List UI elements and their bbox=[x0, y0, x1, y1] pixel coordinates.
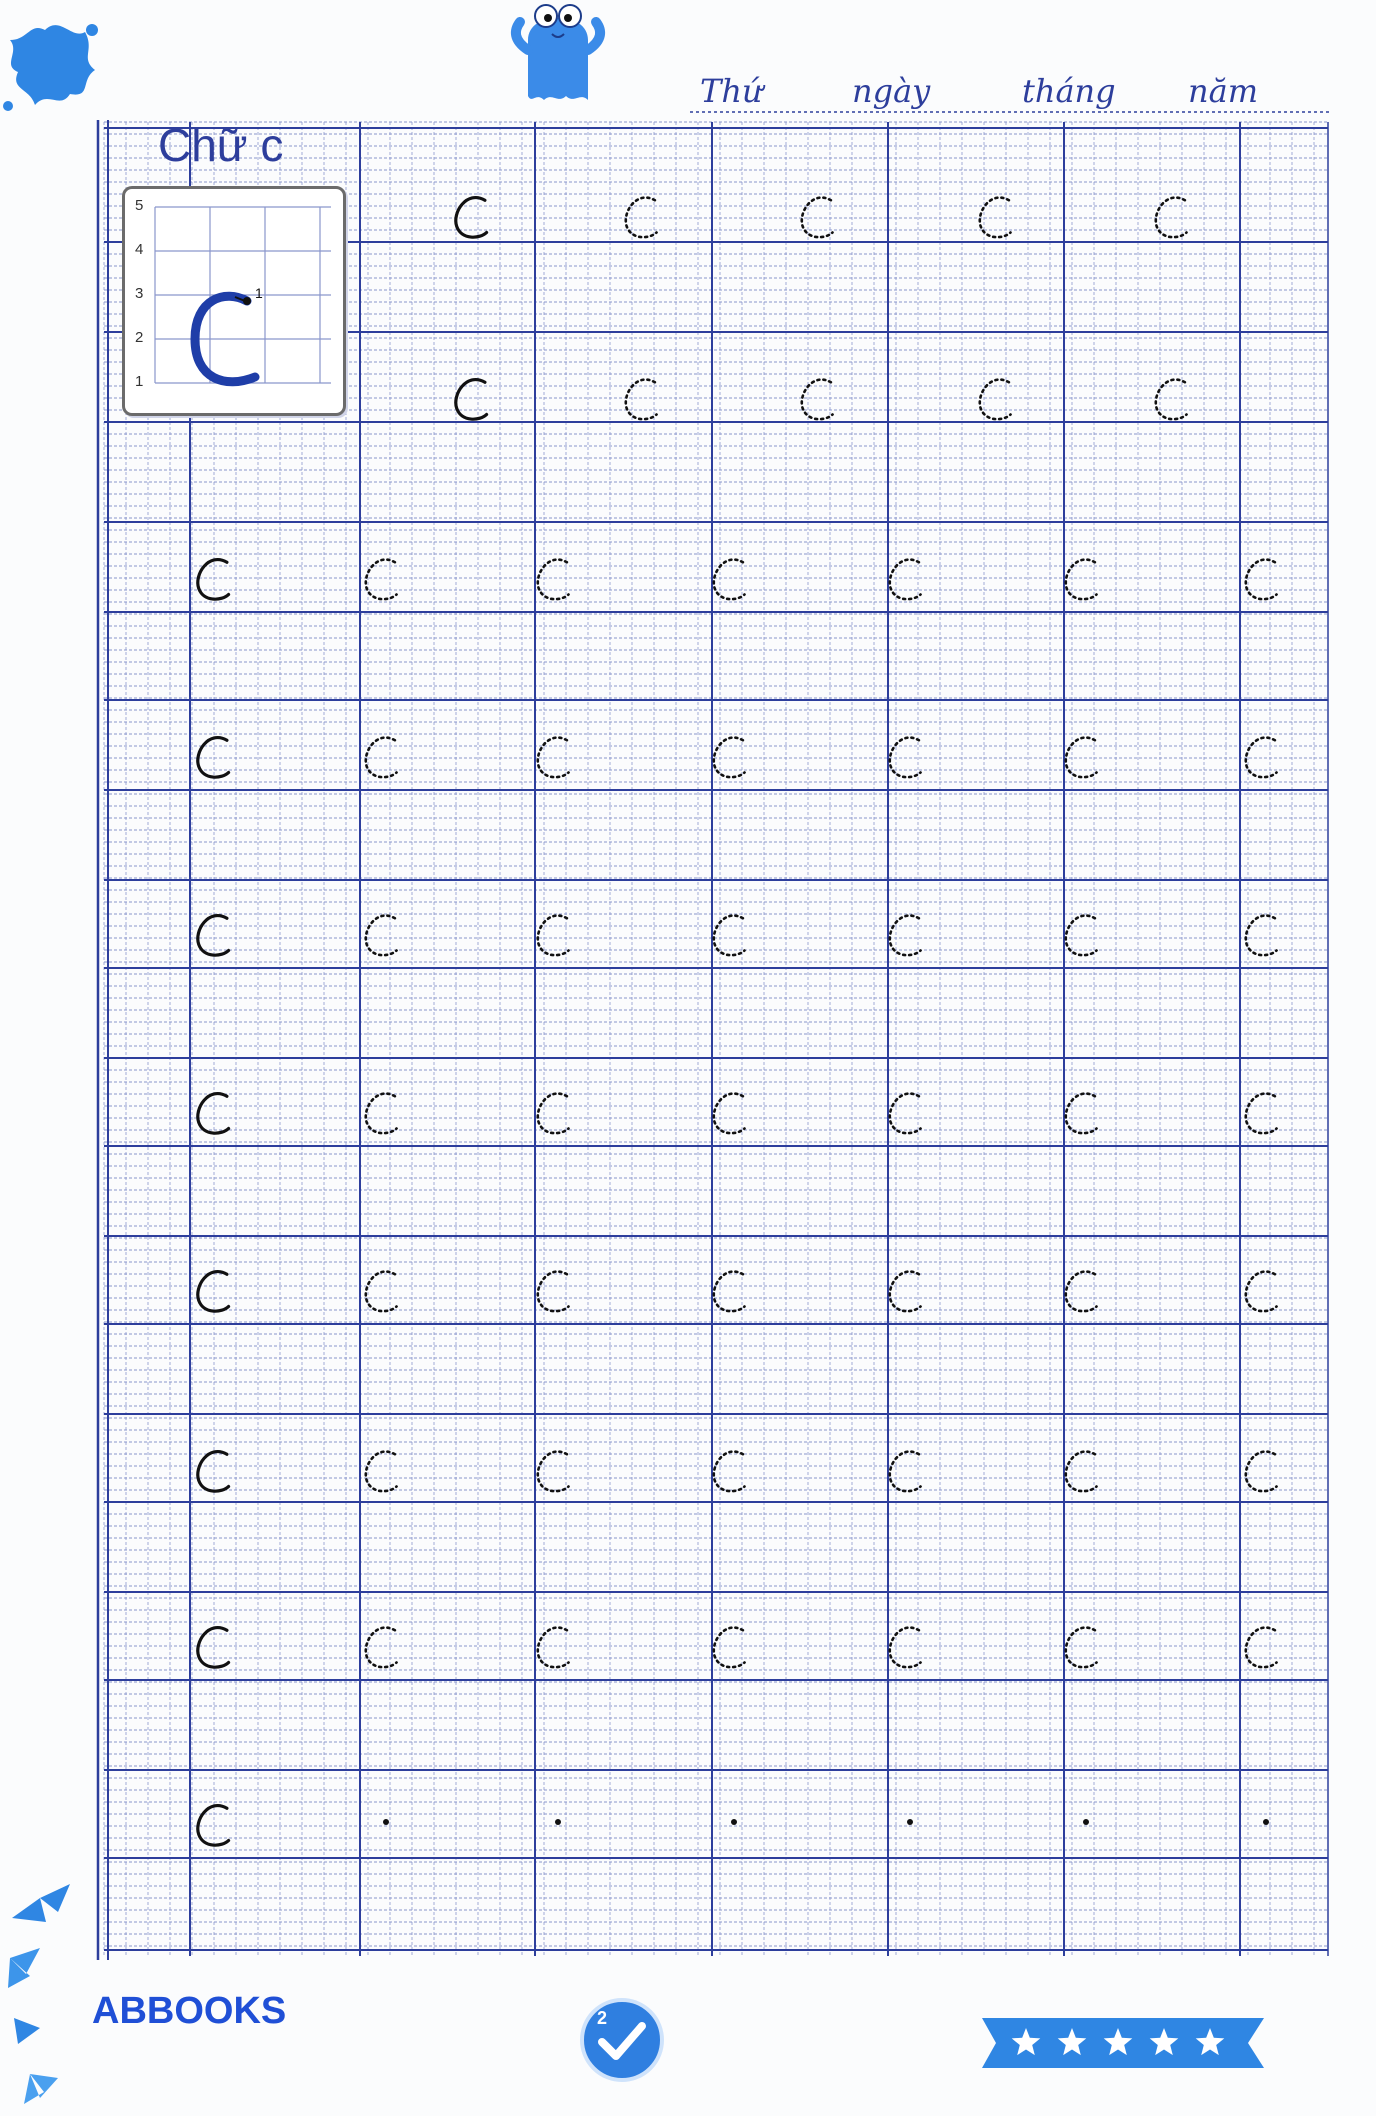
model-letter bbox=[198, 916, 229, 956]
trace-letter bbox=[1246, 916, 1277, 956]
date-label-thang: tháng bbox=[1022, 72, 1116, 110]
trace-letter bbox=[538, 738, 569, 778]
start-dot bbox=[907, 1819, 913, 1825]
guide-grid bbox=[125, 189, 343, 413]
trace-letter bbox=[802, 380, 833, 420]
trace-letter bbox=[538, 1628, 569, 1668]
trace-letter bbox=[538, 1452, 569, 1492]
model-letter bbox=[198, 738, 229, 778]
trace-letter bbox=[802, 198, 833, 238]
trace-letter bbox=[1066, 1094, 1097, 1134]
trace-letter bbox=[366, 1272, 397, 1312]
trace-letter bbox=[1066, 1272, 1097, 1312]
trace-letter bbox=[714, 560, 745, 600]
trace-letter bbox=[1066, 738, 1097, 778]
model-letter bbox=[198, 560, 229, 600]
guide-line-number: 2 bbox=[135, 329, 144, 346]
trace-letter bbox=[1066, 1452, 1097, 1492]
trace-letter bbox=[714, 738, 745, 778]
trace-letter bbox=[1066, 560, 1097, 600]
trace-letter bbox=[366, 1452, 397, 1492]
start-dot bbox=[1263, 1819, 1269, 1825]
trace-letter bbox=[626, 198, 657, 238]
model-letter bbox=[198, 1452, 229, 1492]
trace-letter bbox=[714, 916, 745, 956]
start-dot bbox=[555, 1819, 561, 1825]
brand-logo: ABBOOKS bbox=[92, 1990, 287, 2032]
trace-letter bbox=[714, 1272, 745, 1312]
date-label-nam: năm bbox=[1188, 72, 1259, 110]
trace-letter bbox=[890, 560, 921, 600]
trace-letter bbox=[714, 1094, 745, 1134]
date-label-ngay: ngày bbox=[852, 72, 931, 110]
start-dot bbox=[383, 1819, 389, 1825]
model-letter bbox=[456, 380, 487, 420]
trace-letter bbox=[890, 1628, 921, 1668]
letter-guide-box bbox=[122, 186, 346, 416]
date-label-thu: Thứ bbox=[700, 72, 763, 110]
trace-letter bbox=[714, 1452, 745, 1492]
check-icon bbox=[584, 2002, 660, 2078]
guide-line-number: 4 bbox=[135, 241, 144, 258]
trace-letter bbox=[538, 916, 569, 956]
trace-letter bbox=[1066, 1628, 1097, 1668]
trace-letter bbox=[538, 1272, 569, 1312]
guide-line-number: 3 bbox=[135, 285, 144, 302]
model-letter bbox=[198, 1094, 229, 1134]
trace-letter bbox=[890, 1094, 921, 1134]
trace-letter bbox=[714, 1628, 745, 1668]
trace-letter bbox=[626, 380, 657, 420]
stroke-start-label: 1 bbox=[255, 285, 263, 301]
trace-letter bbox=[1066, 916, 1097, 956]
monster-mascot-icon bbox=[508, 0, 608, 112]
trace-letter bbox=[890, 1272, 921, 1312]
trace-letter bbox=[366, 560, 397, 600]
model-letter bbox=[198, 1272, 229, 1312]
trace-letter bbox=[890, 738, 921, 778]
trace-letter bbox=[1246, 738, 1277, 778]
model-letter bbox=[456, 198, 487, 238]
trace-letter bbox=[1246, 1272, 1277, 1312]
start-dot bbox=[1083, 1819, 1089, 1825]
trace-letter bbox=[1246, 1094, 1277, 1134]
trace-letter bbox=[366, 1628, 397, 1668]
trace-letter bbox=[538, 1094, 569, 1134]
guide-line-number: 5 bbox=[135, 197, 144, 214]
page-number-badge bbox=[580, 1998, 664, 2082]
model-letter bbox=[198, 1806, 229, 1846]
page-title: Chữ c bbox=[158, 119, 284, 171]
guide-line-number: 1 bbox=[135, 373, 144, 390]
butterfly-icon bbox=[0, 1878, 80, 2116]
trace-letter bbox=[366, 738, 397, 778]
trace-letter bbox=[538, 560, 569, 600]
trace-letter bbox=[366, 916, 397, 956]
trace-letter bbox=[1246, 1628, 1277, 1668]
trace-letter bbox=[890, 1452, 921, 1492]
page-number: 2 bbox=[597, 2008, 608, 2028]
trace-letter bbox=[1246, 560, 1277, 600]
start-dot bbox=[731, 1819, 737, 1825]
trace-letter bbox=[1246, 1452, 1277, 1492]
model-letter bbox=[198, 1628, 229, 1668]
trace-letter bbox=[366, 1094, 397, 1134]
ink-splash-icon bbox=[0, 10, 110, 120]
trace-letter bbox=[890, 916, 921, 956]
star-rating-ribbon bbox=[982, 2012, 1278, 2074]
